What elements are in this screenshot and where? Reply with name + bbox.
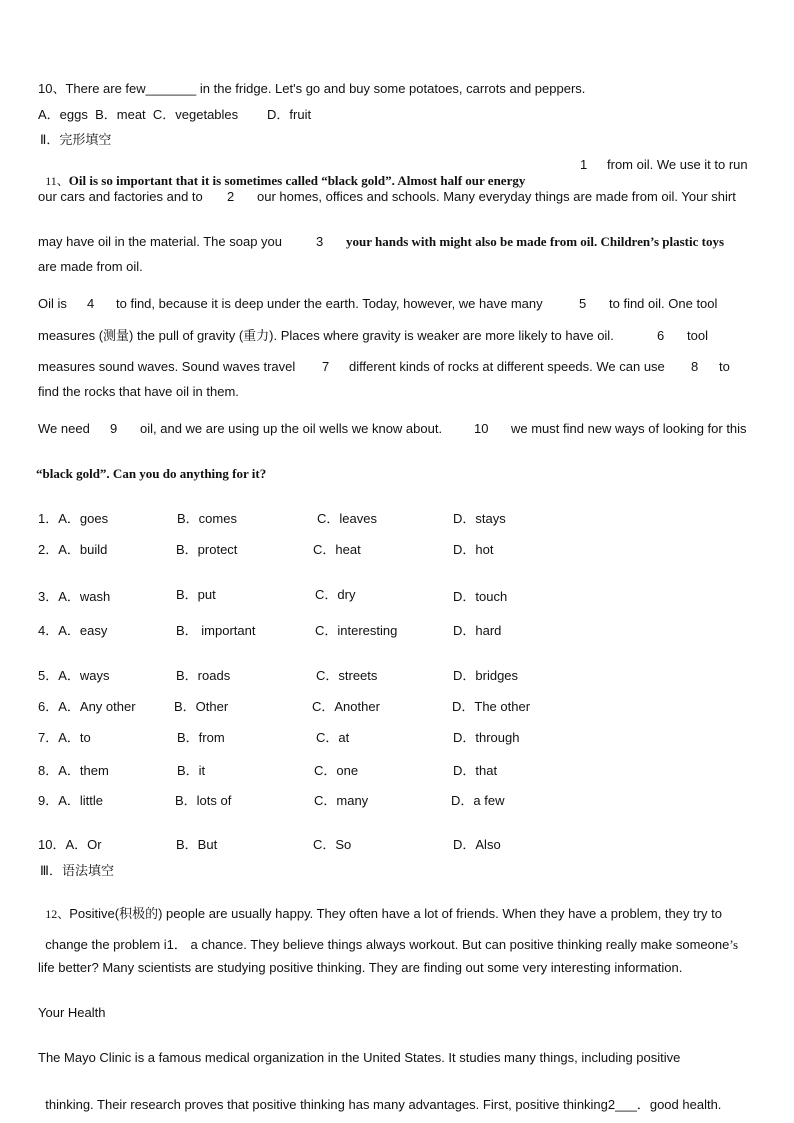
choice-c: C．at bbox=[316, 730, 350, 745]
grammar-line-1 bbox=[38, 890, 722, 922]
cloze-text: from oil. We use it to run bbox=[607, 157, 748, 172]
cloze-line-1 bbox=[38, 157, 525, 189]
blank-7: 7 bbox=[322, 359, 330, 374]
choice-a: 7．A．to bbox=[38, 730, 91, 745]
choice-a: 2．A．build bbox=[38, 542, 108, 557]
choice-b: B．it bbox=[177, 763, 206, 778]
choice-c: C．heat bbox=[313, 542, 361, 557]
question-10-stem: 10、There are few_______ in the fridge. Let's go and buy some potatoes, carrots and peppers. bbox=[38, 81, 586, 96]
grammar-text: change the problem i1． bbox=[45, 937, 187, 952]
choice-d: D．bridges bbox=[453, 668, 519, 683]
cloze-para-3-start: We need bbox=[38, 421, 90, 436]
choice-c: C．many bbox=[314, 793, 369, 808]
cloze-text: to find oil. One tool bbox=[609, 296, 718, 311]
cloze-text: Oil is so important that it is sometimes called “black gold”. Almost half our energy bbox=[68, 173, 526, 188]
grammar-text: ’s bbox=[729, 937, 739, 952]
cloze-line: find the rocks that have oil in them. bbox=[38, 384, 239, 399]
choice-a: 6．A．Any other bbox=[38, 699, 136, 714]
grammar-line-3: life better? Many scientists are studying positive thinking. They are finding out some very interesting information. bbox=[38, 960, 683, 975]
question-number: 12、 bbox=[45, 907, 70, 921]
choice-d: D．a few bbox=[451, 793, 505, 808]
blank-9: 9 bbox=[110, 421, 118, 436]
cloze-line: measures (测量) the pull of gravity (重力). Places where gravity is weaker are more likely to have oil. bbox=[38, 328, 614, 343]
choice-b: B．Other bbox=[174, 699, 229, 714]
choice-d: D．through bbox=[453, 730, 520, 745]
cloze-line-4: are made from oil. bbox=[38, 259, 143, 274]
choice-d: D．Also bbox=[453, 837, 501, 852]
choice-d: D．stays bbox=[453, 511, 506, 526]
cloze-line-2: our cars and factories and to bbox=[38, 189, 203, 204]
grammar-text: a chance. They believe things always workout. But can positive thinking really make someone bbox=[190, 937, 730, 952]
choice-a: 1．A．goes bbox=[38, 511, 109, 526]
grammar-text: thinking. Their research proves that positive thinking has many advantages. First, positive thinking2 bbox=[45, 1097, 616, 1112]
question-10-options: A．eggs B．meat C．vegetables D．fruit bbox=[38, 107, 312, 122]
choice-c: C．dry bbox=[315, 587, 356, 602]
cloze-line-3: may have oil in the material. The soap you bbox=[38, 234, 283, 249]
choice-d: D．The other bbox=[452, 699, 531, 714]
question-number: 11、 bbox=[45, 174, 69, 188]
section-2-title: Ⅱ．完形填空 bbox=[40, 132, 112, 147]
passage-line: The Mayo Clinic is a famous medical organization in the United States. It studies many things, including positive bbox=[38, 1050, 681, 1065]
choice-d: D．hard bbox=[453, 623, 502, 638]
grammar-text: ．good health. bbox=[636, 1097, 722, 1112]
blank-2: 2 bbox=[227, 189, 235, 204]
choice-d: D．touch bbox=[453, 589, 508, 604]
choice-b: B．lots of bbox=[175, 793, 232, 808]
cloze-line: measures sound waves. Sound waves travel bbox=[38, 359, 296, 374]
cloze-text: we must find new ways of looking for this bbox=[511, 421, 747, 436]
section-3-title: Ⅲ．语法填空 bbox=[40, 863, 114, 878]
choice-b: B．roads bbox=[176, 668, 231, 683]
choice-a: 5．A．ways bbox=[38, 668, 110, 683]
blank-10: 10 bbox=[474, 421, 489, 436]
cloze-para-2-start: Oil is bbox=[38, 296, 67, 311]
choice-b: B．protect bbox=[176, 542, 238, 557]
choice-a: 10．A．Or bbox=[38, 837, 102, 852]
choice-a: 3．A．wash bbox=[38, 589, 111, 604]
blank-3: 3 bbox=[316, 234, 324, 249]
cloze-text: different kinds of rocks at different speeds. We can use bbox=[349, 359, 665, 374]
choice-d: D．that bbox=[453, 763, 498, 778]
choice-c: C．leaves bbox=[317, 511, 377, 526]
choice-b: B．put bbox=[176, 587, 216, 602]
blank-2: ___ bbox=[615, 1097, 637, 1112]
grammar-text: Positive(积极的) people are usually happy. They often have a lot of friends. When they have a problem, they try to bbox=[69, 906, 722, 921]
blank-4: 4 bbox=[87, 296, 95, 311]
choice-a: 8．A．them bbox=[38, 763, 109, 778]
blank-5: 5 bbox=[579, 296, 587, 311]
cloze-text: to find, because it is deep under the earth. Today, however, we have many bbox=[116, 296, 543, 311]
cloze-line: “black gold”. Can you do anything for it? bbox=[36, 466, 267, 481]
cloze-text: oil, and we are using up the oil wells we know about. bbox=[140, 421, 443, 436]
choice-c: C．interesting bbox=[315, 623, 398, 638]
choice-b: B．from bbox=[177, 730, 225, 745]
passage-line bbox=[38, 1081, 721, 1113]
choice-b: B．But bbox=[176, 837, 218, 852]
choice-c: C．one bbox=[314, 763, 359, 778]
choice-c: C．streets bbox=[316, 668, 378, 683]
choice-c: C．Another bbox=[312, 699, 380, 714]
cloze-text: our homes, offices and schools. Many everyday things are made from oil. Your shirt bbox=[257, 189, 736, 204]
blank-6: 6 bbox=[657, 328, 665, 343]
choice-b: B． important bbox=[176, 623, 256, 638]
choice-c: C．So bbox=[313, 837, 352, 852]
choice-d: D．hot bbox=[453, 542, 494, 557]
blank-8: 8 bbox=[691, 359, 699, 374]
passage-heading: Your Health bbox=[38, 1005, 106, 1020]
cloze-text: to bbox=[719, 359, 730, 374]
choice-a: 9．A．little bbox=[38, 793, 104, 808]
grammar-line-2 bbox=[38, 921, 738, 953]
blank-1: 1 bbox=[580, 157, 588, 172]
cloze-text: your hands with might also be made from oil. Children’s plastic toys bbox=[346, 234, 725, 249]
choice-a: 4．A．easy bbox=[38, 623, 108, 638]
cloze-text: tool bbox=[687, 328, 708, 343]
choice-b: B．comes bbox=[177, 511, 237, 526]
